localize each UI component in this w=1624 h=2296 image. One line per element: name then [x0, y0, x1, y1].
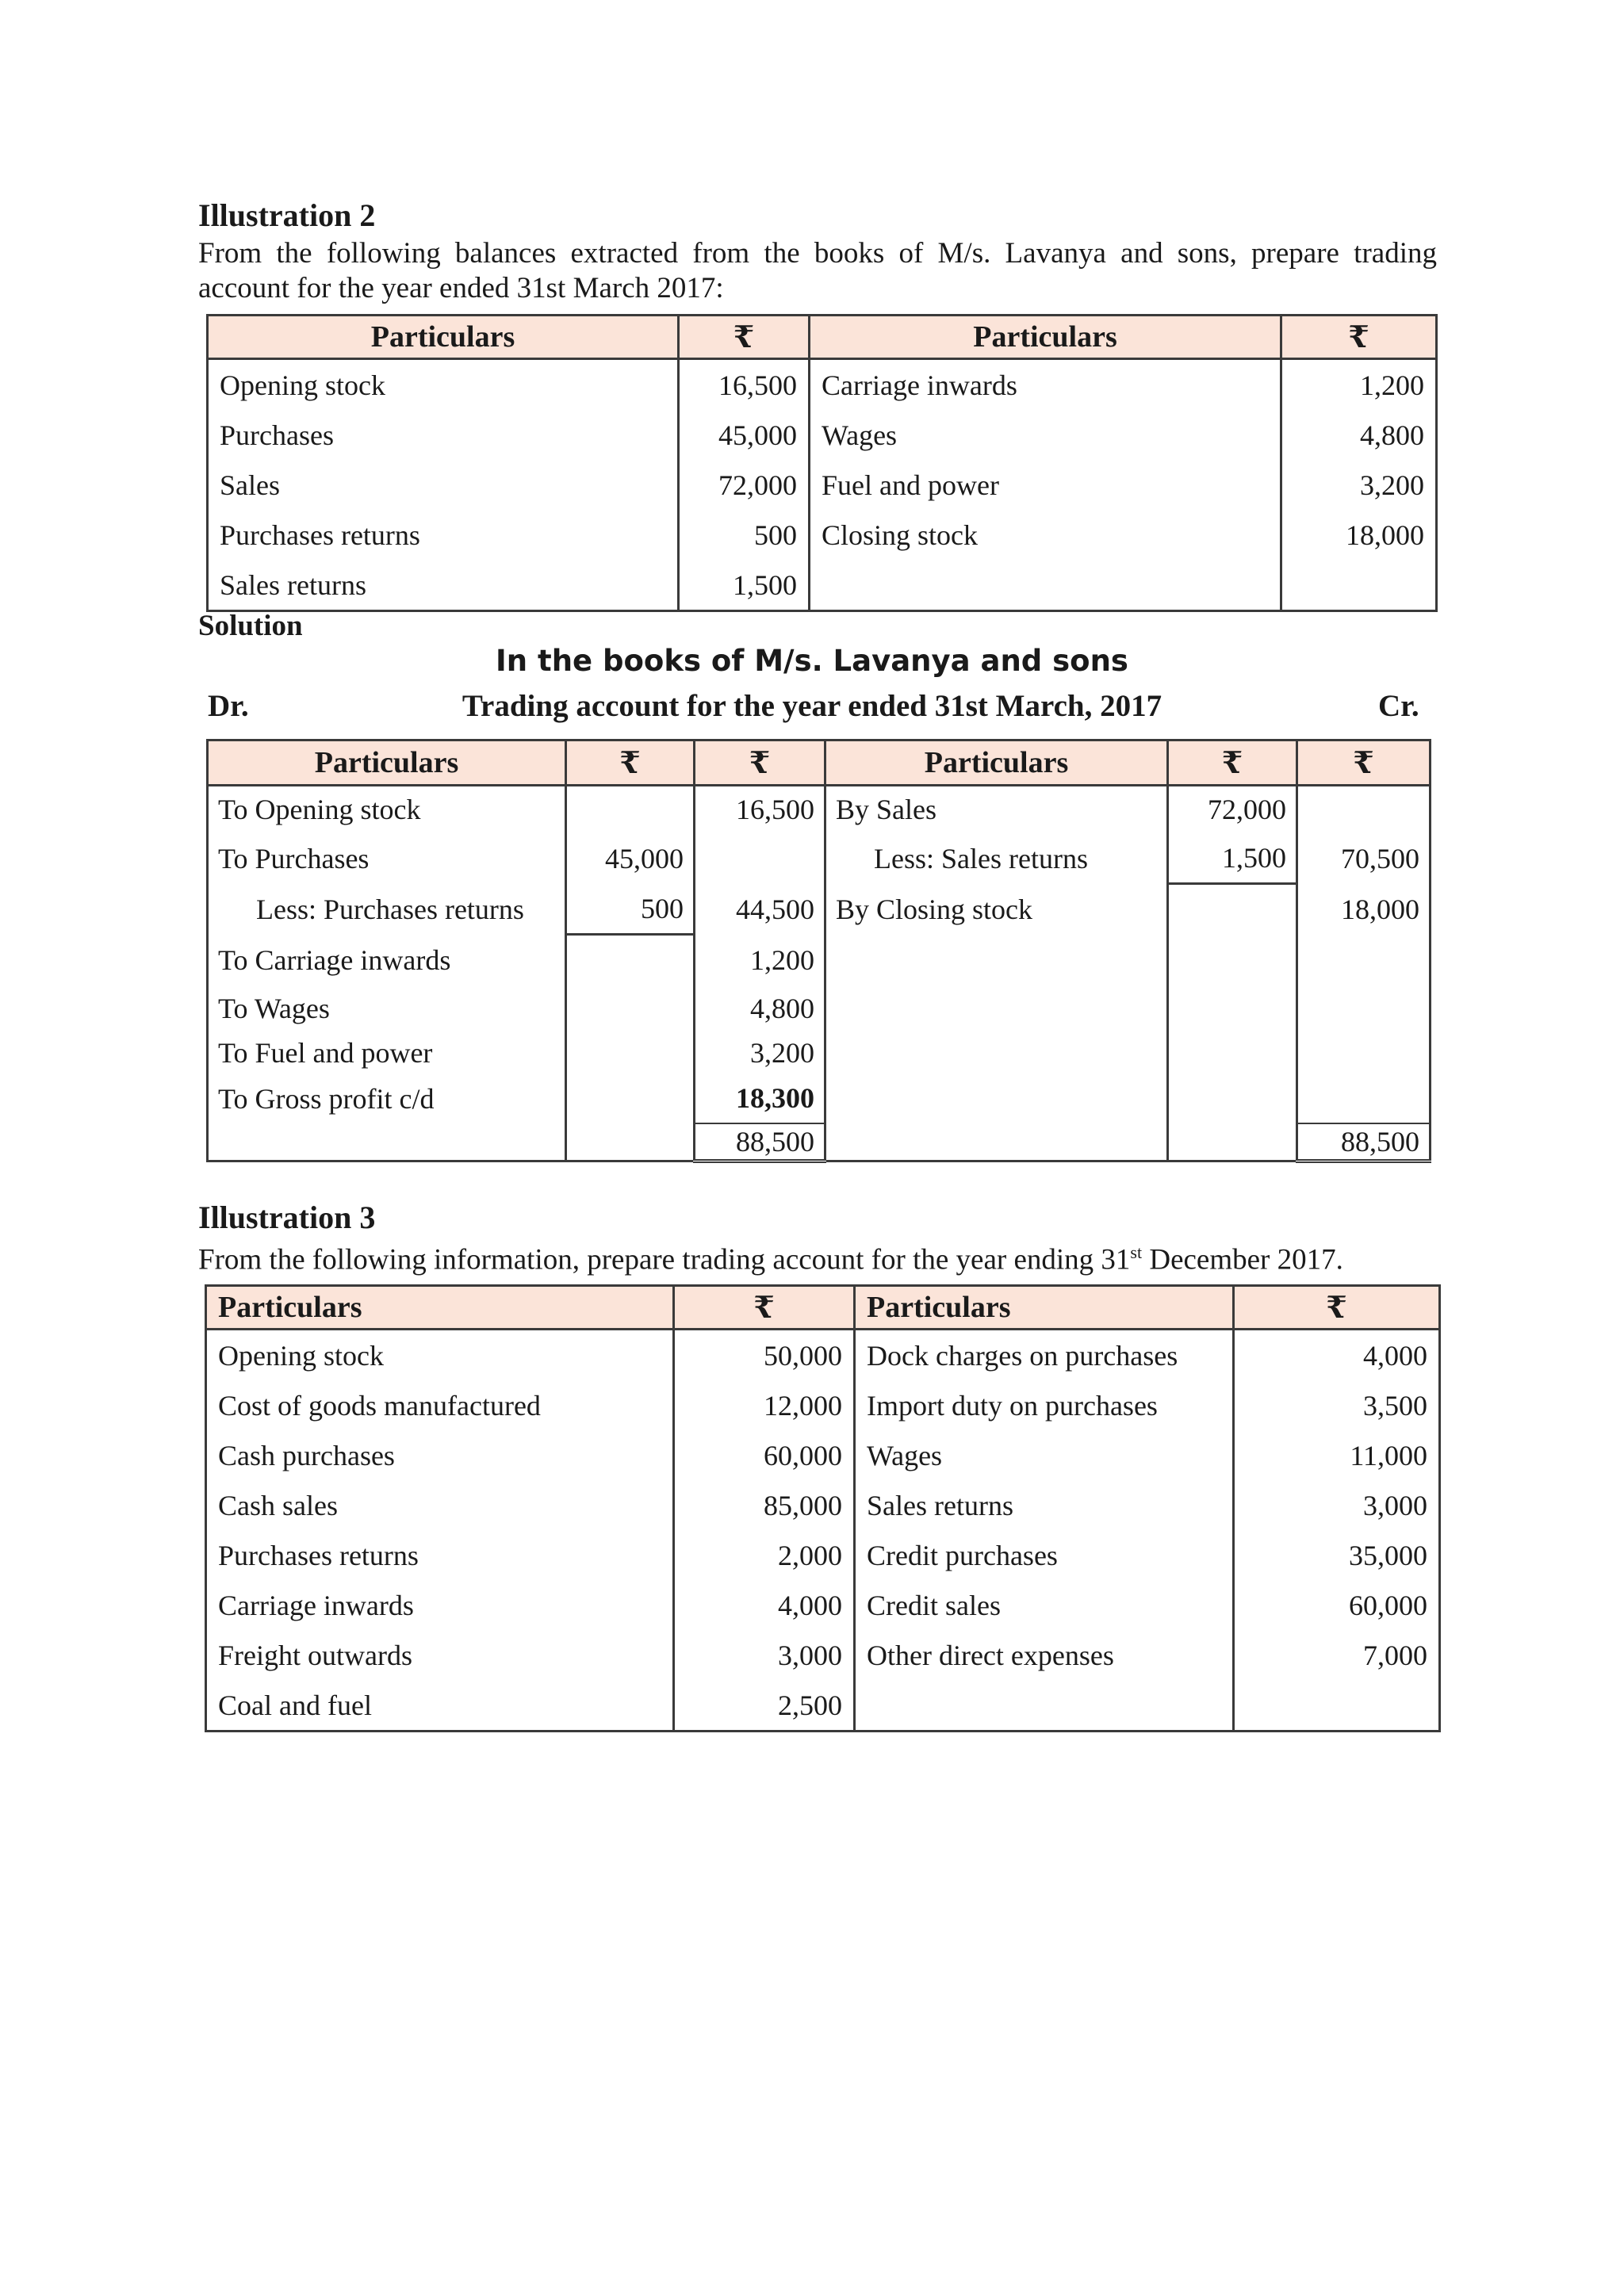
- header-rupee: ₹: [1234, 1286, 1440, 1330]
- amount: 60,000: [1234, 1580, 1440, 1630]
- debit-particular: To Gross profit c/d: [208, 1074, 566, 1123]
- credit-amount: 18,000: [1297, 884, 1431, 935]
- table-row: [208, 985, 1431, 1031]
- particular: Cash purchases: [206, 1430, 674, 1480]
- amount: 60,000: [674, 1430, 855, 1480]
- table-row: [208, 833, 1431, 884]
- debit-particular: To Wages: [208, 985, 566, 1031]
- debit-inner-amount: 500: [566, 884, 695, 935]
- particular: Opening stock: [208, 359, 679, 411]
- table-row: [208, 410, 1437, 460]
- illustration-3-heading: Illustration 3: [198, 1200, 376, 1235]
- illustration-2-heading: Illustration 2: [198, 197, 376, 233]
- amount: 3,200: [1281, 460, 1437, 510]
- amount: 85,000: [674, 1480, 855, 1530]
- particular: [810, 560, 1281, 611]
- amount: 1,200: [1281, 359, 1437, 411]
- illustration-2-balances-table: [206, 314, 1438, 612]
- credit-amount: 70,500: [1297, 833, 1431, 884]
- debit-amount: 4,800: [695, 985, 825, 1031]
- particular: Purchases returns: [208, 510, 679, 560]
- amount: 3,000: [674, 1630, 855, 1680]
- debit-particular: To Opening stock: [208, 786, 566, 833]
- particular: Credit purchases: [855, 1530, 1234, 1580]
- particular: Closing stock: [810, 510, 1281, 560]
- trading-account-title: Trading account for the year ended 31st March, 2017: [462, 689, 1162, 723]
- debit-particular: To Fuel and power: [208, 1031, 566, 1074]
- amount: 72,000: [679, 460, 810, 510]
- table-header-row: [206, 1286, 1440, 1330]
- illustration-3-information-table: [205, 1284, 1441, 1732]
- totals-row: [208, 1123, 1431, 1161]
- amount: 16,500: [679, 359, 810, 411]
- particular: Fuel and power: [810, 460, 1281, 510]
- table-row: [208, 884, 1431, 935]
- table-row: [206, 1680, 1440, 1732]
- particular: Credit sales: [855, 1580, 1234, 1630]
- particular: Dock charges on purchases: [855, 1330, 1234, 1381]
- instructions-text-end: December 2017.: [1142, 1243, 1343, 1276]
- debit-label: Dr.: [208, 689, 249, 723]
- particular: Cost of goods manufactured: [206, 1380, 674, 1430]
- table-row: [208, 560, 1437, 611]
- particular: Purchases returns: [206, 1530, 674, 1580]
- solution-label: Solution: [198, 610, 303, 642]
- illustration-3-instructions: [198, 1235, 1437, 1277]
- debit-inner-amount: 45,000: [566, 833, 695, 884]
- instructions-text: From the following information, prepare trading account for the year ending 31: [198, 1243, 1131, 1276]
- amount: 50,000: [674, 1330, 855, 1381]
- particular: Wages: [855, 1430, 1234, 1480]
- particular: Sales: [208, 460, 679, 510]
- debit-total: 88,500: [695, 1123, 825, 1161]
- amount: 500: [679, 510, 810, 560]
- header-particulars: Particulars: [810, 316, 1281, 359]
- amount: 35,000: [1234, 1530, 1440, 1580]
- particular: Import duty on purchases: [855, 1380, 1234, 1430]
- books-title: In the books of M/s. Lavanya and sons: [496, 644, 1128, 678]
- debit-particular: To Purchases: [208, 833, 566, 884]
- particular: [855, 1680, 1234, 1732]
- amount: 11,000: [1234, 1430, 1440, 1480]
- amount: 18,000: [1281, 510, 1437, 560]
- gross-profit-amount: 18,300: [695, 1074, 825, 1123]
- header-rupee: ₹: [1281, 316, 1437, 359]
- trading-account-table: [206, 739, 1431, 1163]
- header-particulars: Particulars: [825, 740, 1168, 786]
- header-rupee: ₹: [1297, 740, 1431, 786]
- particular: Wages: [810, 410, 1281, 460]
- debit-amount: 1,200: [695, 935, 825, 985]
- amount: 2,500: [674, 1680, 855, 1732]
- table-row: [206, 1380, 1440, 1430]
- table-row: [206, 1330, 1440, 1381]
- amount: 2,000: [674, 1530, 855, 1580]
- credit-total: 88,500: [1297, 1123, 1431, 1161]
- table-row: [208, 935, 1431, 985]
- amount: 4,000: [1234, 1330, 1440, 1381]
- table-row: [208, 359, 1437, 411]
- amount: [1281, 560, 1437, 611]
- amount: 4,800: [1281, 410, 1437, 460]
- particular: Carriage inwards: [206, 1580, 674, 1630]
- table-header-row: [208, 316, 1437, 359]
- table-row: [208, 510, 1437, 560]
- table-row: [206, 1630, 1440, 1680]
- table-header-row: [208, 740, 1431, 786]
- amount: 12,000: [674, 1380, 855, 1430]
- header-rupee: ₹: [674, 1286, 855, 1330]
- amount: 3,500: [1234, 1380, 1440, 1430]
- table-row: [206, 1480, 1440, 1530]
- particular: Sales returns: [208, 560, 679, 611]
- amount: 7,000: [1234, 1630, 1440, 1680]
- debit-amount: 3,200: [695, 1031, 825, 1074]
- header-particulars: Particulars: [206, 1286, 674, 1330]
- header-particulars: Particulars: [855, 1286, 1234, 1330]
- table-row: [206, 1580, 1440, 1630]
- particular: Cash sales: [206, 1480, 674, 1530]
- debit-amount: 16,500: [695, 786, 825, 833]
- amount: 4,000: [674, 1580, 855, 1630]
- table-row: [206, 1430, 1440, 1480]
- header-particulars: Particulars: [208, 316, 679, 359]
- particular: Freight outwards: [206, 1630, 674, 1680]
- credit-label: Cr.: [1378, 689, 1419, 723]
- particular: Other direct expenses: [855, 1630, 1234, 1680]
- amount: [1234, 1680, 1440, 1732]
- debit-particular: Less: Purchases returns: [208, 884, 566, 935]
- particular: Sales returns: [855, 1480, 1234, 1530]
- credit-inner-amount: 72,000: [1168, 786, 1297, 833]
- table-row: [208, 1031, 1431, 1074]
- particular: Coal and fuel: [206, 1680, 674, 1732]
- particular: Purchases: [208, 410, 679, 460]
- debit-amount: 44,500: [695, 884, 825, 935]
- debit-particular: To Carriage inwards: [208, 935, 566, 985]
- particular: Carriage inwards: [810, 359, 1281, 411]
- table-row: [208, 786, 1431, 833]
- amount: 3,000: [1234, 1480, 1440, 1530]
- header-rupee: ₹: [695, 740, 825, 786]
- header-rupee: ₹: [1168, 740, 1297, 786]
- ordinal-suffix: st: [1130, 1242, 1143, 1262]
- illustration-2-instructions: [198, 236, 1437, 306]
- header-rupee: ₹: [566, 740, 695, 786]
- header-rupee: ₹: [679, 316, 810, 359]
- credit-inner-amount: 1,500: [1168, 833, 1297, 884]
- credit-particular: Less: Sales returns: [825, 833, 1168, 884]
- credit-particular: By Sales: [825, 786, 1168, 833]
- amount: 1,500: [679, 560, 810, 611]
- instructions-line-1: From the following balances extracted from the books of M/s. Lavanya and sons, prepare trading: [198, 237, 1437, 270]
- credit-particular: By Closing stock: [825, 884, 1168, 935]
- header-particulars: Particulars: [208, 740, 566, 786]
- table-row: [206, 1530, 1440, 1580]
- table-row: [208, 1074, 1431, 1123]
- table-row: [208, 460, 1437, 510]
- particular: Opening stock: [206, 1330, 674, 1381]
- amount: 45,000: [679, 410, 810, 460]
- instructions-line-2: account for the year ended 31st March 2017:: [198, 272, 724, 304]
